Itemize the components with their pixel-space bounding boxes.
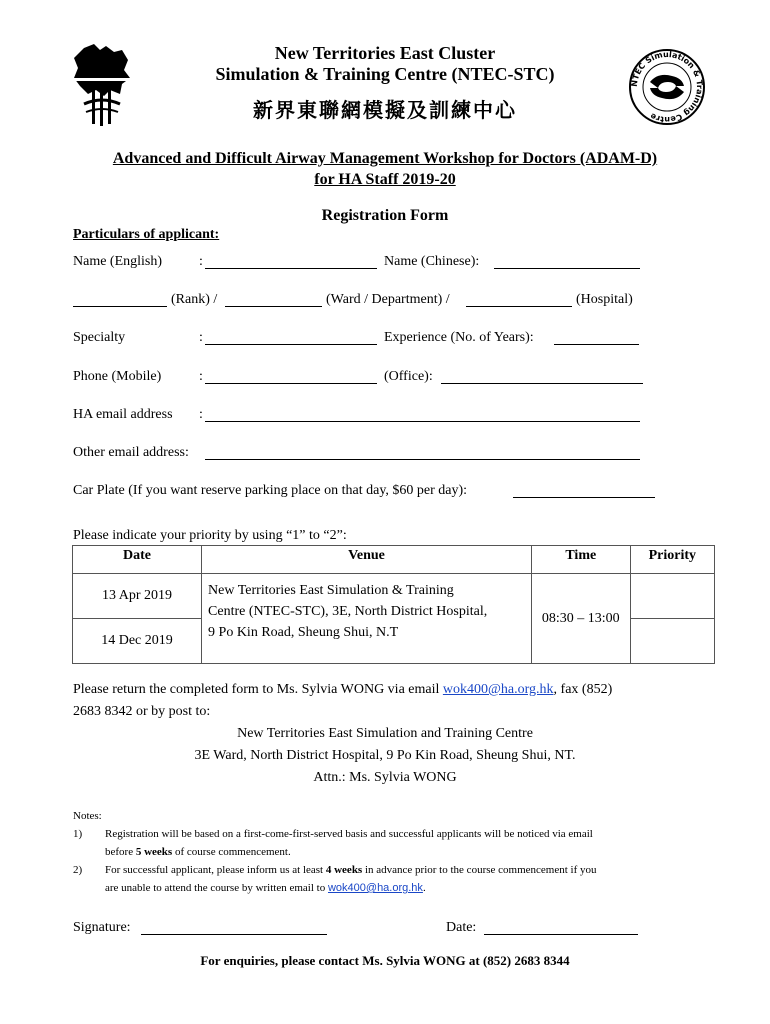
priority-header: Priority	[630, 546, 714, 574]
venue-header: Venue	[202, 546, 532, 574]
specialty-field[interactable]	[205, 330, 377, 345]
note-2-number: 2)	[73, 864, 83, 876]
note-text: .	[422, 882, 426, 894]
note-text: For successful applicant, please inform us at least	[105, 864, 326, 876]
date-header: Date	[73, 546, 202, 574]
note-bold: 4 weeks	[325, 864, 363, 876]
name-english-label: Name (English)	[73, 254, 163, 269]
office-phone-field[interactable]	[441, 369, 643, 384]
phone-mobile-label: Phone (Mobile)	[73, 369, 162, 384]
date-label: Date:	[446, 920, 477, 935]
ward-label: (Ward / Department) /	[326, 292, 450, 307]
colon: :	[199, 407, 203, 422]
table-header-row	[73, 546, 715, 574]
note-bold: 5 weeks	[135, 846, 173, 858]
form-title: Registration Form	[321, 207, 449, 224]
ha-email-label: HA email address	[73, 407, 173, 422]
schedule-table	[72, 545, 715, 664]
signature-label: Signature:	[73, 920, 131, 935]
time-cell: 08:30 – 13:00	[531, 574, 630, 664]
office-phone-label: (Office):	[384, 369, 433, 384]
date-cell: 14 Dec 2019	[73, 619, 202, 664]
return-instructions	[73, 682, 713, 698]
stc-seal-logo	[628, 48, 706, 126]
name-english-field[interactable]	[205, 254, 377, 269]
date-field[interactable]	[484, 920, 638, 935]
colon: :	[199, 254, 203, 269]
return-text-fax: , fax (852)	[553, 682, 613, 697]
note-1-text: Registration will be based on a first-come-first-served basis and successful applicants will be noticed via email	[105, 828, 593, 840]
priority-field[interactable]	[630, 574, 714, 619]
note-2-text-2	[105, 882, 426, 894]
specialty-label: Specialty	[73, 330, 126, 345]
note-text: are unable to attend the course by written email to	[105, 882, 328, 894]
priority-instruction: Please indicate your priority by using “1” to “2”:	[73, 528, 347, 543]
return-text: Please return the completed form to Ms. Sylvia WONG via email	[73, 682, 443, 697]
return-email-link[interactable]: wok400@ha.org.hk	[442, 682, 554, 697]
note-text: before	[105, 846, 136, 858]
ward-field[interactable]	[225, 292, 322, 307]
car-plate-label: Car Plate (If you want reserve parking place on that day, $60 per day):	[73, 483, 468, 498]
enquiries-note: For enquiries, please contact Ms. Sylvia WONG at (852) 2683 8344	[200, 953, 570, 968]
experience-label: Experience (No. of Years):	[384, 330, 534, 345]
ha-email-field[interactable]	[205, 407, 640, 422]
priority-field[interactable]	[630, 619, 714, 664]
note-1-number: 1)	[73, 828, 83, 840]
time-header: Time	[531, 546, 630, 574]
chinese-title: 新界東聯網模擬及訓練中心	[253, 98, 517, 122]
phone-mobile-field[interactable]	[205, 369, 377, 384]
date-cell: 13 Apr 2019	[73, 574, 202, 619]
table-row	[73, 574, 715, 619]
note-text: of course commencement.	[172, 846, 291, 858]
address-line-3: Attn.: Ms. Sylvia WONG	[313, 770, 457, 785]
colon: :	[199, 330, 203, 345]
notes-heading: Notes:	[73, 810, 102, 822]
venue-line: Centre (NTEC-STC), 3E, North District Hospital,	[208, 604, 488, 619]
rank-label: (Rank) /	[171, 292, 218, 307]
svg-text:NTEC Simulation & Training Cen: NTEC Simulation & Training Centre	[629, 49, 705, 125]
hospital-label: (Hospital)	[576, 292, 633, 307]
course-year: for HA Staff 2019-20	[314, 171, 456, 188]
note-text: in advance prior to the course commencement if you	[362, 864, 597, 876]
centre-title: Simulation & Training Centre (NTEC-STC)	[215, 64, 555, 84]
return-line-2: 2683 8342 or by post to:	[73, 704, 211, 719]
car-plate-field[interactable]	[513, 483, 655, 498]
note-2-text	[105, 864, 597, 876]
particulars-heading: Particulars of applicant:	[73, 227, 220, 242]
address-line-1: New Territories East Simulation and Training Centre	[237, 726, 533, 741]
note-1-text-2	[105, 846, 291, 858]
name-chinese-field[interactable]	[494, 254, 640, 269]
venue-line: New Territories East Simulation & Training	[208, 583, 454, 598]
signature-field[interactable]	[141, 920, 327, 935]
rank-field[interactable]	[73, 292, 167, 307]
note-email-link[interactable]: wok400@ha.org.hk	[327, 882, 423, 894]
course-title: Advanced and Difficult Airway Management Workshop for Doctors (ADAM-D)	[112, 150, 658, 167]
venue-cell	[202, 574, 532, 664]
other-email-label: Other email address:	[73, 445, 189, 460]
name-chinese-label: Name (Chinese):	[384, 254, 480, 269]
address-line-2: 3E Ward, North District Hospital, 9 Po Kin Road, Sheung Shui, NT.	[194, 748, 576, 763]
other-email-field[interactable]	[205, 445, 640, 460]
venue-line: 9 Po Kin Road, Sheung Shui, N.T	[208, 625, 399, 640]
cluster-title: New Territories East Cluster	[274, 43, 496, 63]
hospital-field[interactable]	[466, 292, 572, 307]
experience-field[interactable]	[554, 330, 639, 345]
colon: :	[199, 369, 203, 384]
